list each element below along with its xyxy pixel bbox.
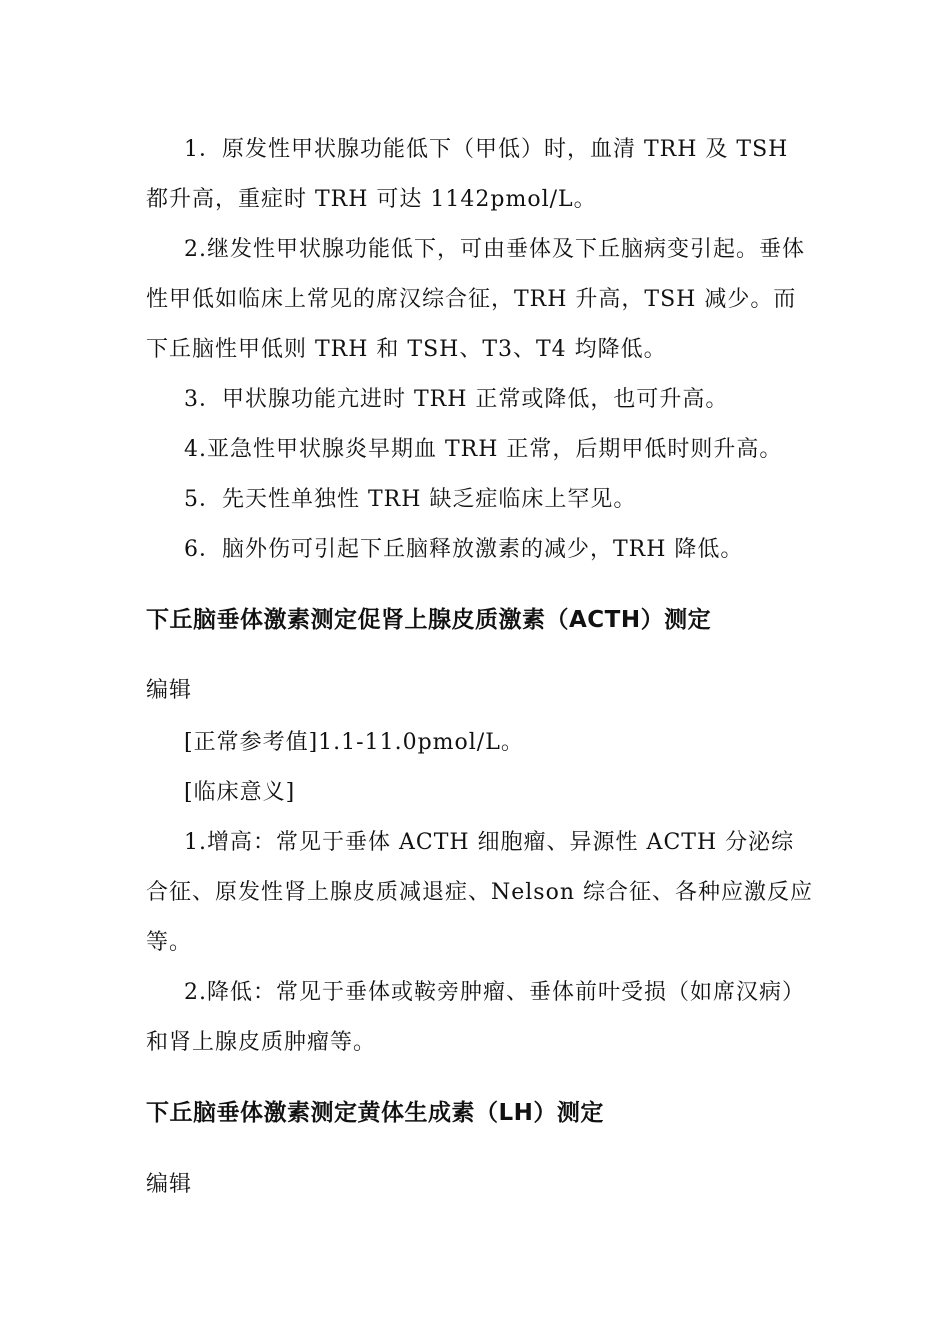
paragraph-item-4: 4.亚急性甲状腺炎早期血 TRH 正常，后期甲低时则升高。 [184, 437, 783, 462]
clinical-item-2: 2.降低：常见于垂体或鞍旁肿瘤、垂体前叶受损（如席汉病）和肾上腺皮质肿瘤等。 [146, 980, 805, 1055]
edit-link[interactable]: 编辑 [146, 1172, 193, 1197]
clinical-item-1: 1.增高：常见于垂体 ACTH 细胞瘤、异源性 ACTH 分泌综合征、原发性肾上腺皮质减退症、Nelson 综合征、各种应激反应等。 [146, 830, 814, 955]
section-heading-lh: 下丘脑垂体激素测定黄体生成素（LH）测定 [146, 1100, 604, 1126]
reference-value: [正常参考值]1.1-11.0pmol/L。 [184, 730, 524, 755]
clinical-significance-label: [临床意义] [184, 780, 296, 805]
paragraph-item-1: 1．原发性甲状腺功能低下（甲低）时，血清 TRH 及 TSH 都升高，重症时 TRH 可达 1142pmol/L。 [146, 137, 789, 212]
paragraph-item-2: 2.继发性甲状腺功能低下，可由垂体及下丘脑病变引起。垂体性甲低如临床上常见的席汉综合征，TRH 升高，TSH 减少。而下丘脑性甲低则 TRH 和 TSH、T3、T4 均降低。 [146, 237, 805, 362]
section-heading-acth: 下丘脑垂体激素测定促肾上腺皮质激素（ACTH）测定 [146, 607, 712, 633]
edit-link[interactable]: 编辑 [146, 678, 193, 703]
paragraph-item-6: 6．脑外伤可引起下丘脑释放激素的减少，TRH 降低。 [184, 537, 744, 562]
paragraph-item-3: 3．甲状腺功能亢进时 TRH 正常或降低，也可升高。 [184, 387, 729, 412]
paragraph-item-5: 5．先天性单独性 TRH 缺乏症临床上罕见。 [184, 487, 637, 512]
